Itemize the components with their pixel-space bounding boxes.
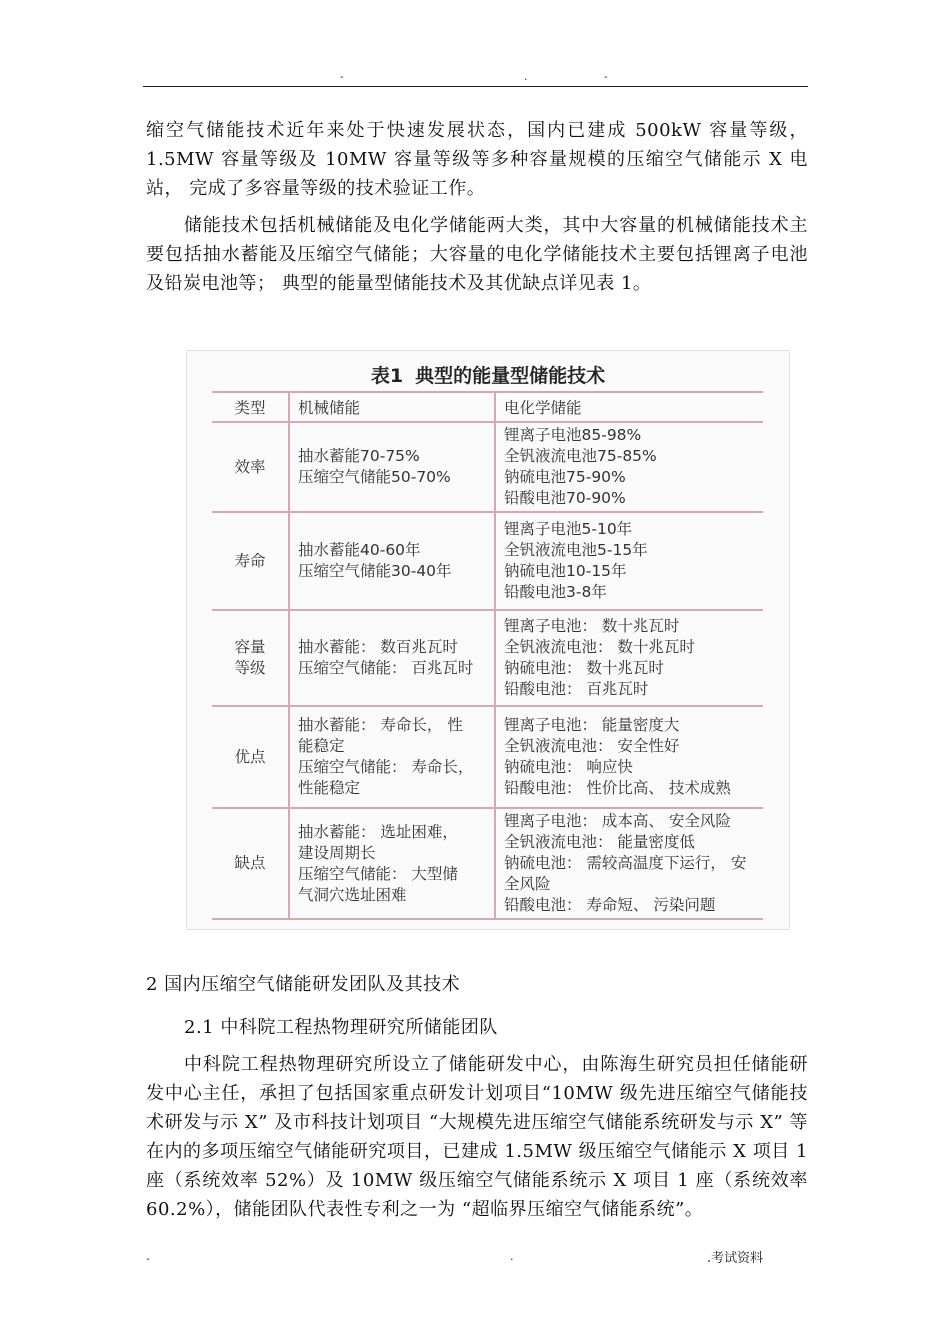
cell-mechanical-line: 压缩空气储能50-70% (298, 468, 451, 486)
cell-electrochemical-line: 钠硫电池： 响应快 (504, 758, 633, 776)
cell-mechanical-line: 气洞穴选址困难 (298, 885, 407, 904)
cell-type-line: 等级 (234, 659, 266, 677)
intro-paragraph-1: 缩空气储能技术近年来处于快速发展状态，国内已建成 500kW 容量等级，1.5MW 容量等级及 10MW 容量等级等多种容量规模的压缩空气储能示 X 电站， 完成了多容量等级的技术验证工作。 (146, 120, 808, 199)
footer-source-label: .考试资料 (707, 1251, 764, 1266)
cell-type-line: 容量 (234, 638, 266, 656)
header-mark-left: - (340, 70, 344, 83)
cell-mechanical (289, 512, 495, 610)
cell-electrochemical (495, 706, 763, 808)
cell-mechanical-line: 抽水蓄能： 数百兆瓦时 (298, 638, 458, 656)
cell-electrochemical-line: 锂离子电池： 成本高、 安全风险 (504, 812, 731, 830)
cell-type-line: 缺点 (234, 854, 266, 872)
table-title (187, 361, 789, 388)
intro-paragraph-2: 储能技术包括机械储能及电化学储能两大类，其中大容量的机械储能技术主要包括抽水蓄能及压缩空气储能；大容量的电化学储能技术主要包括锂离子电池及铅炭电池等； 典型的能量型储能技术及其优缺点详见表 1。 (146, 215, 808, 294)
cell-type (212, 808, 289, 919)
cell-electrochemical-line: 钠硫电池： 需较高温度下运行， 安全风险 (504, 854, 747, 893)
table-row (212, 808, 763, 919)
cell-type (212, 610, 289, 706)
cell-electrochemical-line: 铅酸电池3-8年 (504, 583, 607, 601)
table-header-row (212, 392, 763, 422)
header-electrochemical: 电化学储能 (495, 392, 763, 422)
table-title-text: 典型的能量型储能技术 (415, 365, 606, 387)
table-number: 表1 (370, 365, 404, 387)
cell-electrochemical-line: 铅酸电池： 性价比高、 技术成熟 (504, 779, 731, 797)
cell-electrochemical (495, 808, 763, 919)
subsection-heading: 2.1 中科院工程热物理研究所储能团队 (184, 1017, 498, 1038)
cell-type-line: 寿命 (234, 551, 266, 570)
cell-electrochemical-line: 钠硫电池10-15年 (504, 562, 627, 580)
cell-mechanical-line: 建设周期长 (298, 843, 376, 862)
cell-electrochemical-line: 全钒液流电池75-85% (504, 447, 657, 465)
cell-type (212, 512, 289, 610)
cell-electrochemical-line: 铅酸电池： 百兆瓦时 (504, 680, 649, 698)
cell-electrochemical-line: 全钒液流电池： 安全性好 (504, 737, 680, 755)
cell-mechanical-line: 抽水蓄能70-75% (298, 447, 420, 465)
cell-mechanical-line: 能稳定 (298, 737, 345, 755)
cell-type-line: 优点 (234, 747, 266, 766)
header-mechanical: 机械储能 (289, 392, 495, 422)
cell-mechanical-line: 压缩空气储能： 百兆瓦时 (298, 659, 474, 677)
cell-electrochemical (495, 512, 763, 610)
cell-electrochemical-line: 钠硫电池： 数十兆瓦时 (504, 659, 664, 677)
cell-type-line: 效率 (234, 457, 266, 476)
cell-mechanical-line: 压缩空气储能： 寿命长， (298, 758, 474, 776)
storage-table (212, 391, 763, 920)
cell-mechanical-line: 性能稳定 (298, 779, 361, 797)
cell-type (212, 706, 289, 808)
cell-mechanical-line: 压缩空气储能： 大型储 (298, 864, 458, 883)
table-row (212, 610, 763, 706)
table-figure (186, 350, 790, 930)
cell-electrochemical-line: 锂离子电池： 数十兆瓦时 (504, 617, 680, 635)
cell-mechanical-line: 压缩空气储能30-40年 (298, 562, 452, 580)
cell-mechanical-line: 抽水蓄能40-60年 (298, 541, 421, 559)
footer-middle-mark: . (510, 1250, 514, 1263)
header-mark-right: - (604, 70, 608, 83)
cell-electrochemical-line: 锂离子电池85-98% (504, 426, 642, 444)
section-heading: 2 国内压缩空气储能研发团队及其技术 (146, 974, 461, 995)
cell-electrochemical-line: 全钒液流电池： 能量密度低 (504, 833, 695, 851)
cell-mechanical (289, 610, 495, 706)
footer-left-mark: - (146, 1252, 150, 1265)
cell-mechanical-line: 抽水蓄能： 选址困难， (298, 822, 458, 841)
section2-paragraph: 中科院工程热物理研究所设立了储能研发中心，由陈海生研究员担任储能研发中心主任，承担了包括国家重点研发计划项目“10MW 级先进压缩空气储能技术研发与示 X” 及市科技计划项目 “大规模先进压缩空气储能系统研发与示 X” 等在内的多项压缩空气储能研究项目，已建成 1.5MW 级压缩空气储能示 X 项目 1 座（系统效率 52%）及 10MW 级压缩空气储能系统示 X 项目 1 座（系统效率 60.2%），储能团队代表性专利之一为 “超临界压缩空气储能系统”。 (146, 1054, 808, 1220)
cell-electrochemical (495, 422, 763, 512)
cell-electrochemical-line: 铅酸电池70-90% (504, 489, 626, 507)
cell-mechanical-line: 抽水蓄能： 寿命长， 性 (298, 716, 463, 734)
cell-electrochemical-line: 铅酸电池： 寿命短、 污染问题 (504, 896, 716, 914)
cell-electrochemical-line: 全钒液流电池： 数十兆瓦时 (504, 638, 695, 656)
header-type: 类型 (212, 392, 289, 422)
cell-electrochemical (495, 610, 763, 706)
cell-electrochemical-line: 锂离子电池5-10年 (504, 520, 633, 538)
cell-electrochemical-line: 锂离子电池： 能量密度大 (504, 716, 680, 734)
cell-mechanical (289, 808, 495, 919)
header-rule (143, 86, 808, 87)
header-mark-middle: . (524, 70, 528, 83)
cell-electrochemical-line: 钠硫电池75-90% (504, 468, 626, 486)
table-row (212, 706, 763, 808)
cell-electrochemical-line: 全钒液流电池5-15年 (504, 541, 648, 559)
table-row (212, 422, 763, 512)
cell-mechanical (289, 706, 495, 808)
cell-type (212, 422, 289, 512)
cell-mechanical (289, 422, 495, 512)
table-row (212, 512, 763, 610)
